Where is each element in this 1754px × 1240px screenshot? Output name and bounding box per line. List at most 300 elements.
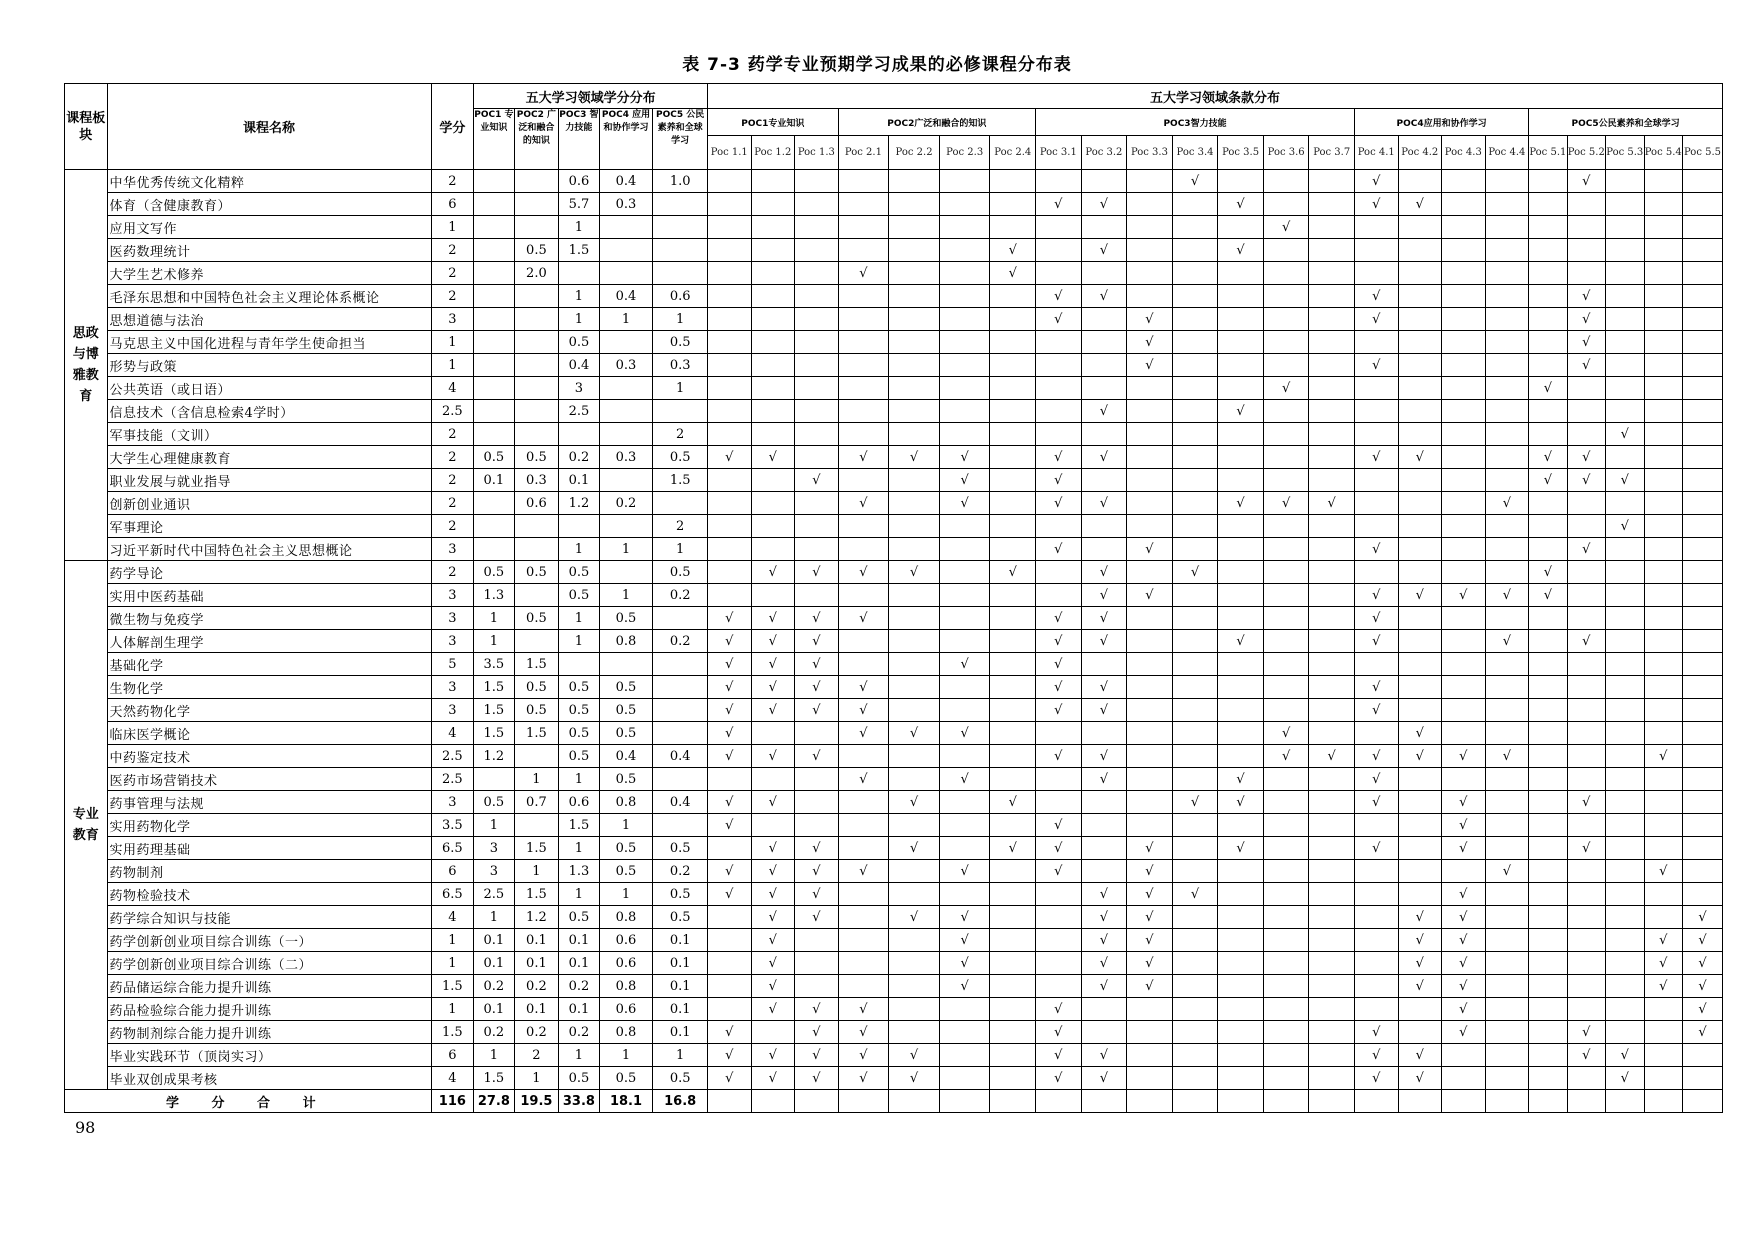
poc1-credit: 0.1 — [474, 952, 515, 975]
outcome-mark-cell — [1309, 308, 1355, 331]
outcome-mark-cell: √ — [1354, 285, 1398, 308]
course-credit: 2 — [431, 262, 474, 285]
poc2-credit — [514, 423, 559, 446]
poc5-credit: 2 — [653, 423, 708, 446]
outcome-mark-cell — [1567, 1067, 1605, 1090]
poc3-credit: 0.4 — [559, 354, 600, 377]
outcome-mark-cell — [1398, 308, 1442, 331]
outcome-mark-cell — [1567, 239, 1605, 262]
outcome-mark-cell — [1682, 699, 1722, 722]
outcome-mark-cell — [1218, 561, 1264, 584]
outcome-mark-cell — [795, 262, 839, 285]
outcome-mark-cell: √ — [1081, 975, 1127, 998]
outcome-mark-cell: √ — [1081, 446, 1127, 469]
outcome-mark-cell — [1529, 331, 1567, 354]
outcome-mark-cell — [1127, 170, 1173, 193]
outcome-mark-cell — [1398, 699, 1442, 722]
outcome-mark-cell — [1263, 446, 1309, 469]
table-row — [65, 515, 1723, 538]
outcome-mark-cell — [1485, 469, 1529, 492]
table-row — [65, 630, 1723, 653]
outcome-mark-cell — [1567, 653, 1605, 676]
outcome-mark-cell — [1218, 216, 1264, 239]
outcome-mark-cell — [1263, 607, 1309, 630]
header-poc5: POC5 公民素养和全球学习 — [653, 109, 708, 170]
outcome-mark-cell — [1485, 285, 1529, 308]
outcome-mark-cell — [1606, 906, 1644, 929]
header-poc4: POC4 应用和协作学习 — [599, 109, 653, 170]
outcome-mark-cell — [1172, 285, 1218, 308]
poc5-credit: 1.0 — [653, 170, 708, 193]
outcome-mark-cell: √ — [1218, 837, 1264, 860]
outcome-mark-cell — [1529, 722, 1567, 745]
poc4-credit: 0.5 — [599, 722, 653, 745]
outcome-mark-cell — [1485, 929, 1529, 952]
total-row — [65, 1090, 1723, 1113]
poc2-credit — [514, 745, 559, 768]
outcome-mark-cell — [990, 216, 1036, 239]
course-credit: 1 — [431, 354, 474, 377]
outcome-mark-cell: √ — [708, 1067, 752, 1090]
outcome-mark-cell: √ — [1036, 308, 1082, 331]
course-credit: 2.5 — [431, 768, 474, 791]
outcome-mark-cell — [990, 722, 1036, 745]
table-row — [65, 814, 1723, 837]
course-credit: 3 — [431, 308, 474, 331]
header-subcol: Poc 1.1 — [708, 136, 752, 170]
outcome-mark-cell: √ — [795, 906, 839, 929]
outcome-mark-cell: √ — [1485, 630, 1529, 653]
outcome-mark-cell — [939, 561, 990, 584]
outcome-mark-cell — [889, 860, 940, 883]
outcome-mark-cell — [1442, 423, 1486, 446]
outcome-mark-cell — [795, 515, 839, 538]
outcome-mark-cell — [708, 975, 752, 998]
outcome-mark-cell — [751, 331, 795, 354]
total-empty-cell — [708, 1090, 752, 1113]
outcome-mark-cell — [1036, 331, 1082, 354]
outcome-mark-cell — [1036, 239, 1082, 262]
poc1-credit: 0.2 — [474, 1021, 515, 1044]
poc5-credit — [653, 492, 708, 515]
poc2-credit: 1 — [514, 768, 559, 791]
outcome-mark-cell — [1218, 285, 1264, 308]
poc3-credit: 1 — [559, 768, 600, 791]
outcome-mark-cell — [1606, 791, 1644, 814]
poc3-credit: 0.1 — [559, 998, 600, 1021]
outcome-mark-cell — [1682, 768, 1722, 791]
poc3-credit: 1 — [559, 883, 600, 906]
poc3-credit — [559, 423, 600, 446]
outcome-mark-cell — [1529, 837, 1567, 860]
outcome-mark-cell — [1682, 308, 1722, 331]
outcome-mark-cell — [1127, 400, 1173, 423]
outcome-mark-cell: √ — [1529, 561, 1567, 584]
outcome-mark-cell — [1309, 975, 1355, 998]
outcome-mark-cell: √ — [708, 883, 752, 906]
outcome-mark-cell — [1309, 377, 1355, 400]
outcome-mark-cell: √ — [1644, 860, 1682, 883]
table-row — [65, 262, 1723, 285]
outcome-mark-cell — [939, 285, 990, 308]
outcome-mark-cell — [1485, 722, 1529, 745]
outcome-mark-cell — [1398, 653, 1442, 676]
outcome-mark-cell — [751, 239, 795, 262]
outcome-mark-cell — [1172, 906, 1218, 929]
header-subcol: Poc 2.2 — [889, 136, 940, 170]
outcome-mark-cell — [1682, 216, 1722, 239]
outcome-mark-cell — [1263, 515, 1309, 538]
outcome-mark-cell — [889, 423, 940, 446]
outcome-mark-cell: √ — [889, 791, 940, 814]
total-empty-cell — [1485, 1090, 1529, 1113]
outcome-mark-cell: √ — [1081, 607, 1127, 630]
total-empty-cell — [1172, 1090, 1218, 1113]
poc3-credit: 0.5 — [559, 745, 600, 768]
poc5-credit: 0.5 — [653, 883, 708, 906]
poc1-credit — [474, 377, 515, 400]
outcome-mark-cell: √ — [1485, 860, 1529, 883]
poc2-credit: 0.5 — [514, 446, 559, 469]
outcome-mark-cell — [1263, 1067, 1309, 1090]
outcome-mark-cell — [1485, 193, 1529, 216]
outcome-mark-cell — [1263, 699, 1309, 722]
outcome-mark-cell — [889, 768, 940, 791]
header-subcol: Poc 2.4 — [990, 136, 1036, 170]
outcome-mark-cell — [990, 193, 1036, 216]
outcome-mark-cell — [708, 998, 752, 1021]
total-empty-cell — [1263, 1090, 1309, 1113]
outcome-mark-cell: √ — [1081, 561, 1127, 584]
outcome-mark-cell — [1606, 814, 1644, 837]
outcome-mark-cell — [1567, 561, 1605, 584]
outcome-mark-cell: √ — [1127, 860, 1173, 883]
total-poc1: 27.8 — [474, 1090, 515, 1113]
poc1-credit — [474, 538, 515, 561]
poc2-credit — [514, 538, 559, 561]
table-row — [65, 354, 1723, 377]
outcome-mark-cell — [1442, 469, 1486, 492]
poc4-credit — [599, 331, 653, 354]
table-row — [65, 860, 1723, 883]
outcome-mark-cell: √ — [708, 814, 752, 837]
outcome-mark-cell — [990, 929, 1036, 952]
outcome-mark-cell — [1644, 837, 1682, 860]
outcome-mark-cell — [751, 584, 795, 607]
poc4-credit: 0.8 — [599, 630, 653, 653]
outcome-mark-cell — [1172, 653, 1218, 676]
poc1-credit — [474, 331, 515, 354]
poc2-credit: 0.5 — [514, 239, 559, 262]
outcome-mark-cell — [708, 561, 752, 584]
outcome-mark-cell — [1081, 423, 1127, 446]
poc4-credit: 0.5 — [599, 837, 653, 860]
course-credit: 4 — [431, 906, 474, 929]
outcome-mark-cell: √ — [1036, 285, 1082, 308]
outcome-mark-cell — [1644, 239, 1682, 262]
outcome-mark-cell — [1309, 630, 1355, 653]
outcome-mark-cell — [1309, 538, 1355, 561]
outcome-mark-cell: √ — [1398, 584, 1442, 607]
poc5-credit — [653, 607, 708, 630]
outcome-mark-cell — [1442, 653, 1486, 676]
outcome-mark-cell — [1485, 653, 1529, 676]
poc3-credit: 1 — [559, 308, 600, 331]
outcome-mark-cell — [990, 607, 1036, 630]
outcome-mark-cell — [1567, 883, 1605, 906]
header-subcol: Poc 3.3 — [1127, 136, 1173, 170]
outcome-mark-cell — [1309, 469, 1355, 492]
course-credit: 3 — [431, 538, 474, 561]
poc2-credit: 1.5 — [514, 883, 559, 906]
outcome-mark-cell: √ — [1644, 929, 1682, 952]
table-row — [65, 952, 1723, 975]
header-subcol: Poc 2.1 — [838, 136, 889, 170]
outcome-mark-cell — [795, 975, 839, 998]
poc2-credit: 0.7 — [514, 791, 559, 814]
poc3-credit: 1 — [559, 630, 600, 653]
course-credit: 2.5 — [431, 400, 474, 423]
poc4-credit: 0.8 — [599, 975, 653, 998]
poc2-credit: 1.5 — [514, 653, 559, 676]
outcome-mark-cell — [1682, 791, 1722, 814]
outcome-mark-cell — [1606, 653, 1644, 676]
outcome-mark-cell: √ — [939, 952, 990, 975]
outcome-mark-cell: √ — [1081, 929, 1127, 952]
outcome-mark-cell — [1081, 998, 1127, 1021]
outcome-mark-cell: √ — [939, 653, 990, 676]
outcome-mark-cell — [1398, 170, 1442, 193]
outcome-mark-cell: √ — [1567, 446, 1605, 469]
poc1-credit — [474, 515, 515, 538]
outcome-mark-cell — [1263, 975, 1309, 998]
outcome-mark-cell — [1172, 308, 1218, 331]
outcome-mark-cell: √ — [838, 699, 889, 722]
outcome-mark-cell — [751, 814, 795, 837]
poc4-credit — [599, 377, 653, 400]
block-politics-label: 思政与博雅教育 — [65, 170, 108, 561]
outcome-mark-cell — [1398, 1021, 1442, 1044]
outcome-mark-cell — [939, 515, 990, 538]
outcome-mark-cell: √ — [795, 998, 839, 1021]
table-row — [65, 1044, 1723, 1067]
outcome-mark-cell: √ — [990, 837, 1036, 860]
total-poc4: 18.1 — [599, 1090, 653, 1113]
course-name: 大学生艺术修养 — [107, 262, 431, 285]
outcome-mark-cell — [1485, 883, 1529, 906]
outcome-mark-cell — [1081, 469, 1127, 492]
outcome-mark-cell — [1442, 699, 1486, 722]
outcome-mark-cell: √ — [1127, 952, 1173, 975]
outcome-mark-cell: √ — [1036, 653, 1082, 676]
table-row — [65, 446, 1723, 469]
header-subcol: Poc 5.4 — [1644, 136, 1682, 170]
poc5-credit: 0.5 — [653, 561, 708, 584]
outcome-mark-cell — [1309, 883, 1355, 906]
outcome-mark-cell — [838, 952, 889, 975]
outcome-mark-cell: √ — [1172, 561, 1218, 584]
outcome-mark-cell — [1354, 883, 1398, 906]
outcome-mark-cell — [1644, 699, 1682, 722]
outcome-mark-cell: √ — [939, 860, 990, 883]
outcome-mark-cell: √ — [1127, 837, 1173, 860]
poc3-credit: 0.6 — [559, 170, 600, 193]
outcome-mark-cell — [1606, 331, 1644, 354]
outcome-mark-cell — [1309, 423, 1355, 446]
table-row — [65, 676, 1723, 699]
total-empty-cell — [1644, 1090, 1682, 1113]
outcome-mark-cell — [1309, 584, 1355, 607]
poc1-credit: 3.5 — [474, 653, 515, 676]
outcome-mark-cell — [1218, 354, 1264, 377]
total-poc5: 16.8 — [653, 1090, 708, 1113]
outcome-mark-cell — [1172, 216, 1218, 239]
poc1-credit: 2.5 — [474, 883, 515, 906]
outcome-mark-cell — [939, 837, 990, 860]
poc5-credit — [653, 193, 708, 216]
outcome-mark-cell — [1485, 400, 1529, 423]
outcome-mark-cell — [939, 676, 990, 699]
poc2-credit: 2.0 — [514, 262, 559, 285]
outcome-mark-cell — [1127, 423, 1173, 446]
poc2-credit: 0.2 — [514, 975, 559, 998]
outcome-mark-cell — [838, 400, 889, 423]
outcome-mark-cell — [1644, 906, 1682, 929]
header-domain-2: POC2广泛和融合的知识 — [838, 109, 1035, 136]
outcome-mark-cell — [1309, 906, 1355, 929]
outcome-mark-cell — [990, 998, 1036, 1021]
outcome-mark-cell — [1309, 515, 1355, 538]
outcome-mark-cell — [939, 584, 990, 607]
table-row — [65, 607, 1723, 630]
outcome-mark-cell — [838, 883, 889, 906]
outcome-mark-cell — [1398, 791, 1442, 814]
outcome-mark-cell — [838, 170, 889, 193]
course-name: 形势与政策 — [107, 354, 431, 377]
outcome-mark-cell — [1263, 193, 1309, 216]
table-row — [65, 929, 1723, 952]
outcome-mark-cell — [990, 446, 1036, 469]
outcome-mark-cell — [795, 929, 839, 952]
outcome-mark-cell — [1682, 377, 1722, 400]
outcome-mark-cell: √ — [751, 952, 795, 975]
outcome-mark-cell — [1263, 837, 1309, 860]
outcome-mark-cell — [1644, 607, 1682, 630]
header-subcol: Poc 1.3 — [795, 136, 839, 170]
outcome-mark-cell — [795, 193, 839, 216]
outcome-mark-cell: √ — [1442, 1021, 1486, 1044]
outcome-mark-cell — [795, 768, 839, 791]
outcome-mark-cell: √ — [1567, 331, 1605, 354]
outcome-mark-cell — [1263, 768, 1309, 791]
poc1-credit: 0.1 — [474, 469, 515, 492]
outcome-mark-cell — [1529, 768, 1567, 791]
outcome-mark-cell — [1682, 170, 1722, 193]
table-row — [65, 561, 1723, 584]
outcome-mark-cell: √ — [751, 446, 795, 469]
outcome-mark-cell — [838, 906, 889, 929]
course-name: 应用文写作 — [107, 216, 431, 239]
outcome-mark-cell — [751, 722, 795, 745]
poc2-credit: 0.5 — [514, 607, 559, 630]
outcome-mark-cell — [1263, 1021, 1309, 1044]
outcome-mark-cell: √ — [1081, 630, 1127, 653]
outcome-mark-cell — [889, 308, 940, 331]
outcome-mark-cell — [1172, 262, 1218, 285]
poc1-credit — [474, 423, 515, 446]
outcome-mark-cell: √ — [1309, 492, 1355, 515]
outcome-mark-cell — [889, 653, 940, 676]
outcome-mark-cell — [1127, 193, 1173, 216]
outcome-mark-cell — [889, 538, 940, 561]
outcome-mark-cell — [889, 515, 940, 538]
outcome-mark-cell — [1606, 837, 1644, 860]
poc2-credit: 1.5 — [514, 837, 559, 860]
outcome-mark-cell — [1127, 653, 1173, 676]
poc2-credit: 0.5 — [514, 676, 559, 699]
outcome-mark-cell — [1644, 883, 1682, 906]
outcome-mark-cell — [1218, 607, 1264, 630]
outcome-mark-cell: √ — [1218, 239, 1264, 262]
outcome-mark-cell: √ — [1354, 607, 1398, 630]
outcome-mark-cell — [1606, 952, 1644, 975]
outcome-mark-cell — [1606, 630, 1644, 653]
outcome-mark-cell — [1398, 860, 1442, 883]
header-domain-1: POC1专业知识 — [708, 109, 839, 136]
outcome-mark-cell — [1172, 354, 1218, 377]
outcome-mark-cell — [1036, 584, 1082, 607]
outcome-mark-cell: √ — [1442, 837, 1486, 860]
course-name: 军事理论 — [107, 515, 431, 538]
outcome-mark-cell — [1398, 607, 1442, 630]
outcome-mark-cell — [1529, 515, 1567, 538]
outcome-mark-cell: √ — [708, 860, 752, 883]
course-name: 天然药物化学 — [107, 699, 431, 722]
outcome-mark-cell: √ — [1354, 1067, 1398, 1090]
outcome-mark-cell — [1442, 239, 1486, 262]
poc5-credit — [653, 676, 708, 699]
outcome-mark-cell — [1567, 377, 1605, 400]
outcome-mark-cell: √ — [1398, 193, 1442, 216]
outcome-mark-cell — [1354, 492, 1398, 515]
outcome-mark-cell — [1682, 584, 1722, 607]
outcome-mark-cell — [1036, 952, 1082, 975]
outcome-mark-cell — [1218, 446, 1264, 469]
outcome-mark-cell — [1218, 998, 1264, 1021]
poc2-credit — [514, 584, 559, 607]
course-credit: 6 — [431, 860, 474, 883]
outcome-mark-cell: √ — [1442, 975, 1486, 998]
outcome-mark-cell — [838, 814, 889, 837]
outcome-mark-cell: √ — [1606, 1067, 1644, 1090]
poc5-credit — [653, 768, 708, 791]
outcome-mark-cell — [1529, 929, 1567, 952]
outcome-mark-cell — [939, 193, 990, 216]
poc4-credit: 1 — [599, 308, 653, 331]
outcome-mark-cell — [1263, 630, 1309, 653]
outcome-mark-cell: √ — [1081, 906, 1127, 929]
outcome-mark-cell — [838, 239, 889, 262]
outcome-mark-cell — [1172, 722, 1218, 745]
outcome-mark-cell — [1263, 262, 1309, 285]
poc1-credit — [474, 768, 515, 791]
total-poc2: 19.5 — [514, 1090, 559, 1113]
outcome-mark-cell — [1442, 630, 1486, 653]
poc4-credit: 0.4 — [599, 170, 653, 193]
outcome-mark-cell — [1442, 170, 1486, 193]
outcome-mark-cell: √ — [889, 446, 940, 469]
outcome-mark-cell — [1218, 975, 1264, 998]
